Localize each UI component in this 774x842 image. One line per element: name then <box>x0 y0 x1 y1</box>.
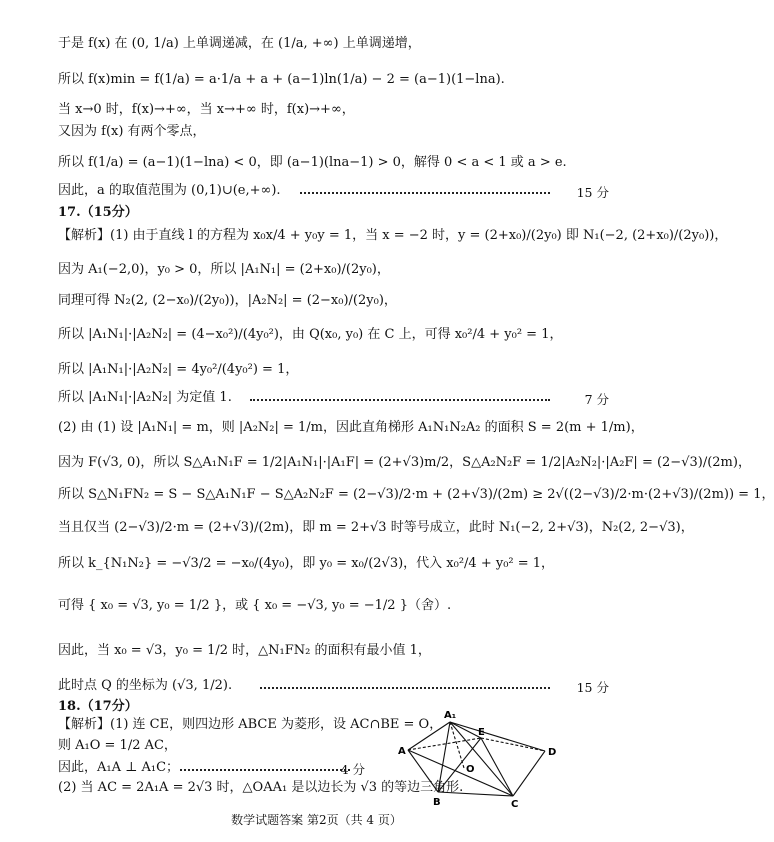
label-b: B <box>433 797 441 808</box>
edge-a1-d <box>450 722 545 751</box>
label-a: A <box>398 746 406 757</box>
text-line-6: 因此，a 的取值范围为 (0,1)∪(e,+∞). <box>58 183 281 198</box>
text-line-26: (2) 当 AC = 2A₁A = 2√3 时，△OAA₁ 是以边长为 √3 的等边三角形. <box>58 780 464 795</box>
score-label: 7 分 <box>584 392 609 407</box>
dot-leader <box>250 399 550 401</box>
score-label: 4 分 <box>340 762 365 777</box>
label-o: O <box>466 764 475 775</box>
text-line-18: 所以 k_{N₁N₂} = −√3/2 = −x₀/(4y₀)，即 y₀ = x₀/(2√3)，代入 x₀²/4 + y₀² = 1， <box>58 556 555 571</box>
edge-a1-o-hidden <box>450 722 464 768</box>
text-line-5: 所以 f(1/a) = (a−1)(1−lna) < 0，即 (a−1)(lna−1) > 0，解得 0 < a < 1 或 a > e. <box>58 155 567 170</box>
text-line-10: 同理可得 N₂(2, (2−x₀)/(2y₀))，|A₂N₂| = (2−x₀)/(2y₀)， <box>58 293 397 308</box>
text-line-20: 因此，当 x₀ = √3，y₀ = 1/2 时，△N₁FN₂ 的面积有最小值 1， <box>58 643 431 658</box>
text-line-23: 【解析】(1) 连 CE，则四边形 ABCE 为菱形，设 AC∩BE = O， <box>58 717 443 732</box>
text-line-2: 所以 f(x)min = f(1/a) = a·1/a + a + (a−1)ln(1/a) − 2 = (a−1)(1−lna). <box>58 72 505 87</box>
label-c: C <box>511 799 519 810</box>
text-line-3: 当 x→0 时，f(x)→+∞，当 x→+∞ 时，f(x)→+∞， <box>58 102 355 117</box>
dot-leader <box>180 769 350 771</box>
text-line-4: 又因为 f(x) 有两个零点， <box>58 124 206 139</box>
label-a1: A₁ <box>444 710 457 721</box>
text-line-19: 可得 { x₀ = √3, y₀ = 1/2 }，或 { x₀ = −√3, y₀ = −1/2 }（舍）. <box>58 598 452 613</box>
text-line-14: (2) 由 (1) 设 |A₁N₁| = m，则 |A₂N₂| = 1/m，因此直角梯形 A₁N₁N₂A₂ 的面积 S = 2(m + 1/m)， <box>58 420 644 435</box>
text-line-25: 因此，A₁A ⊥ A₁C； <box>58 760 180 775</box>
edge-c-d <box>513 751 545 796</box>
question-17-heading: 17.（15分） <box>58 205 138 220</box>
dot-leader <box>300 192 550 194</box>
question-18-heading: 18.（17分） <box>58 699 138 714</box>
edge-c-e <box>481 738 513 796</box>
text-line-12: 所以 |A₁N₁|·|A₂N₂| = 4y₀²/(4y₀²) = 1， <box>58 362 299 377</box>
edge-e-d-hidden <box>481 738 545 751</box>
edge-b-e <box>438 738 481 792</box>
page-footer: 数学试题答案 第2页（共 4 页） <box>231 813 402 827</box>
text-line-1: 于是 f(x) 在 (0, 1/a) 上单调递减，在 (1/a, +∞) 上单调递增， <box>58 36 421 51</box>
text-line-17: 当且仅当 (2−√3)/2·m = (2+√3)/(2m)，即 m = 2+√3 时等号成立，此时 N₁(−2, 2+√3)，N₂(2, 2−√3)， <box>58 520 694 535</box>
text-line-21: 此时点 Q 的坐标为 (√3, 1/2). <box>58 678 233 693</box>
text-line-8: 【解析】(1) 由于直线 l 的方程为 x₀x/4 + y₀y = 1，当 x = −2 时，y = (2+x₀)/(2y₀) 即 N₁(−2, (2+x₀)/(2y₀))， <box>58 228 728 243</box>
label-e: E <box>478 727 485 738</box>
text-line-13: 所以 |A₁N₁|·|A₂N₂| 为定值 1. <box>58 390 232 405</box>
geometry-figure <box>398 708 568 808</box>
text-line-16: 所以 S△N₁FN₂ = S − S△A₁N₁F − S△A₂N₂F = (2−√3)/2·m + (2+√3)/(2m) ≥ 2√((2−√3)/2·m·(2+√3)/(2m)) = 1， <box>58 487 774 502</box>
text-line-11: 所以 |A₁N₁|·|A₂N₂| = (4−x₀²)/(4y₀²)，由 Q(x₀, y₀) 在 C 上，可得 x₀²/4 + y₀² = 1， <box>58 327 563 342</box>
dot-leader <box>260 687 550 689</box>
score-label: 15 分 <box>576 185 609 200</box>
edge-a-e-hidden <box>408 738 481 750</box>
text-line-9: 因为 A₁(−2,0)，y₀ > 0，所以 |A₁N₁| = (2+x₀)/(2y₀)， <box>58 262 390 277</box>
label-d: D <box>548 747 557 758</box>
text-line-24: 则 A₁O = 1/2 AC， <box>58 738 177 753</box>
score-label: 15 分 <box>576 680 609 695</box>
edge-b-c <box>438 792 513 796</box>
text-line-15: 因为 F(√3, 0)，所以 S△A₁N₁F = 1/2|A₁N₁|·|A₁F| = (2+√3)m/2，S△A₂N₂F = 1/2|A₂N₂|·|A₂F| = (2−√3)/(2m)， <box>58 455 751 470</box>
edge-a1-b <box>438 722 450 792</box>
edge-a-a1 <box>408 722 450 750</box>
